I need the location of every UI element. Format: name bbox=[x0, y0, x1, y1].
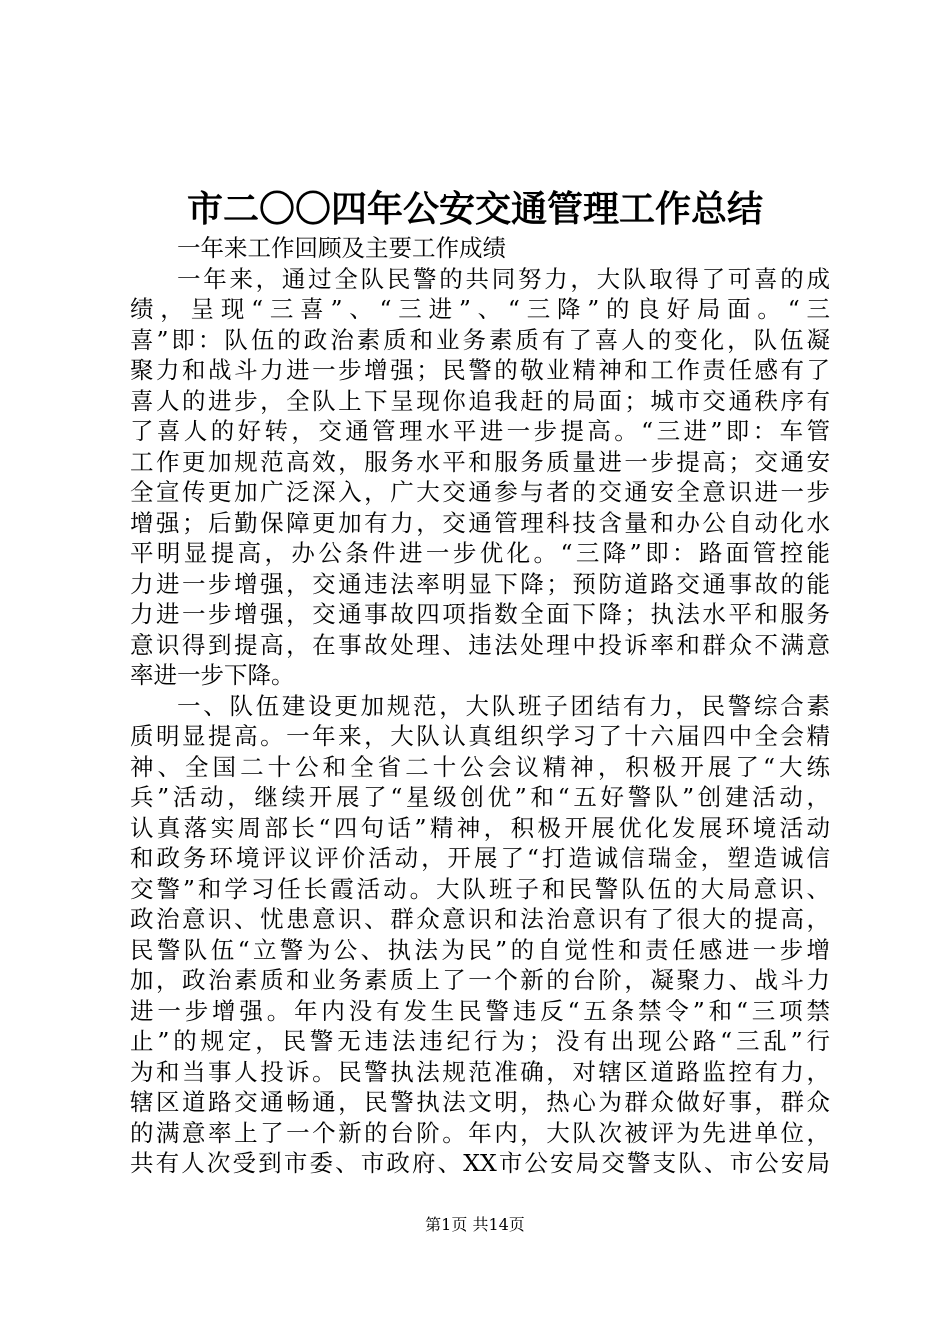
text-line: 共有人次受到市委、市政府、XX市公安局交警支队、市公安局 bbox=[130, 1149, 830, 1177]
text-line: 进一步增强。年内没有发生民警违反“五条禁令”和“三项禁 bbox=[130, 996, 830, 1025]
text-line: 了喜人的好转，交通管理水平进一步提高。“三进”即：车管 bbox=[130, 417, 830, 445]
text-line: 质明显提高。一年来，大队认真组织学习了十六届四中全会精 bbox=[130, 722, 830, 750]
text-line: 率进一步下降。 bbox=[130, 661, 295, 689]
text-line: 力进一步增强，交通事故四项指数全面下降；执法水平和服务 bbox=[130, 600, 830, 628]
text-line: 力进一步增强，交通违法率明显下降；预防道路交通事故的能 bbox=[130, 569, 830, 598]
text-line: 为和当事人投诉。民警执法规范准确，对辖区道路监控有力， bbox=[130, 1057, 830, 1086]
text-line: 全宣传更加广泛深入，广大交通参与者的交通安全意识进一步 bbox=[130, 478, 830, 506]
text-line: 和政务环境评议评价活动，开展了“打造诚信瑞金，塑造诚信 bbox=[130, 844, 830, 872]
text-line: 民警队伍“立警为公、执法为民”的自觉性和责任感进一步增 bbox=[130, 935, 830, 964]
text-line: 一年来工作回顾及主要工作成绩 bbox=[177, 234, 506, 262]
text-line: 绩，呈现“三喜”、“三进”、“三降”的良好局面。“三 bbox=[130, 295, 830, 323]
text-line: 一、队伍建设更加规范，大队班子团结有力，民警综合素 bbox=[177, 691, 830, 720]
text-line: 平明显提高，办公条件进一步优化。“三降”即：路面管控能 bbox=[130, 539, 830, 567]
text-line: 喜人的进步，全队上下呈现你追我赶的局面；城市交通秩序有 bbox=[130, 386, 830, 415]
text-line: 神、全国二十公和全省二十公会议精神，积极开展了“大练 bbox=[130, 752, 830, 781]
document-body bbox=[130, 233, 830, 1179]
text-line: 认真落实周部长“四句话”精神，积极开展优化发展环境活动 bbox=[130, 813, 830, 842]
document-title: 市二〇〇四年公安交通管理工作总结 bbox=[186, 188, 763, 230]
text-line: 聚力和战斗力进一步增强；民警的敬业精神和工作责任感有了 bbox=[130, 356, 830, 384]
text-line: 喜”即：队伍的政治素质和业务素质有了喜人的变化，队伍凝 bbox=[130, 325, 830, 354]
text-line: 辖区道路交通畅通，民警执法文明，热心为群众做好事，群众 bbox=[130, 1088, 830, 1116]
text-line: 加，政治素质和业务素质上了一个新的台阶，凝聚力、战斗力 bbox=[130, 966, 830, 994]
text-line: 工作更加规范高效，服务水平和服务质量进一步提高；交通安 bbox=[130, 447, 830, 476]
text-line: 增强；后勤保障更加有力，交通管理科技含量和办公自动化水 bbox=[130, 508, 830, 537]
text-line: 交警”和学习任长霞活动。大队班子和民警队伍的大局意识、 bbox=[130, 874, 830, 903]
text-line: 止”的规定，民警无违法违纪行为；没有出现公路“三乱”行 bbox=[130, 1027, 830, 1055]
text-line: 政治意识、忧患意识、群众意识和法治意识有了很大的提高， bbox=[130, 905, 830, 933]
text-line: 兵”活动，继续开展了“星级创优”和“五好警队”创建活动， bbox=[130, 783, 830, 811]
text-line: 意识得到提高，在事故处理、违法处理中投诉率和群众不满意 bbox=[130, 630, 830, 659]
text-line: 一年来，通过全队民警的共同努力，大队取得了可喜的成 bbox=[177, 264, 830, 293]
text-line: 的满意率上了一个新的台阶。年内，大队次被评为先进单位， bbox=[130, 1118, 830, 1147]
page-footer: 第1页 共14页 bbox=[425, 1215, 525, 1234]
